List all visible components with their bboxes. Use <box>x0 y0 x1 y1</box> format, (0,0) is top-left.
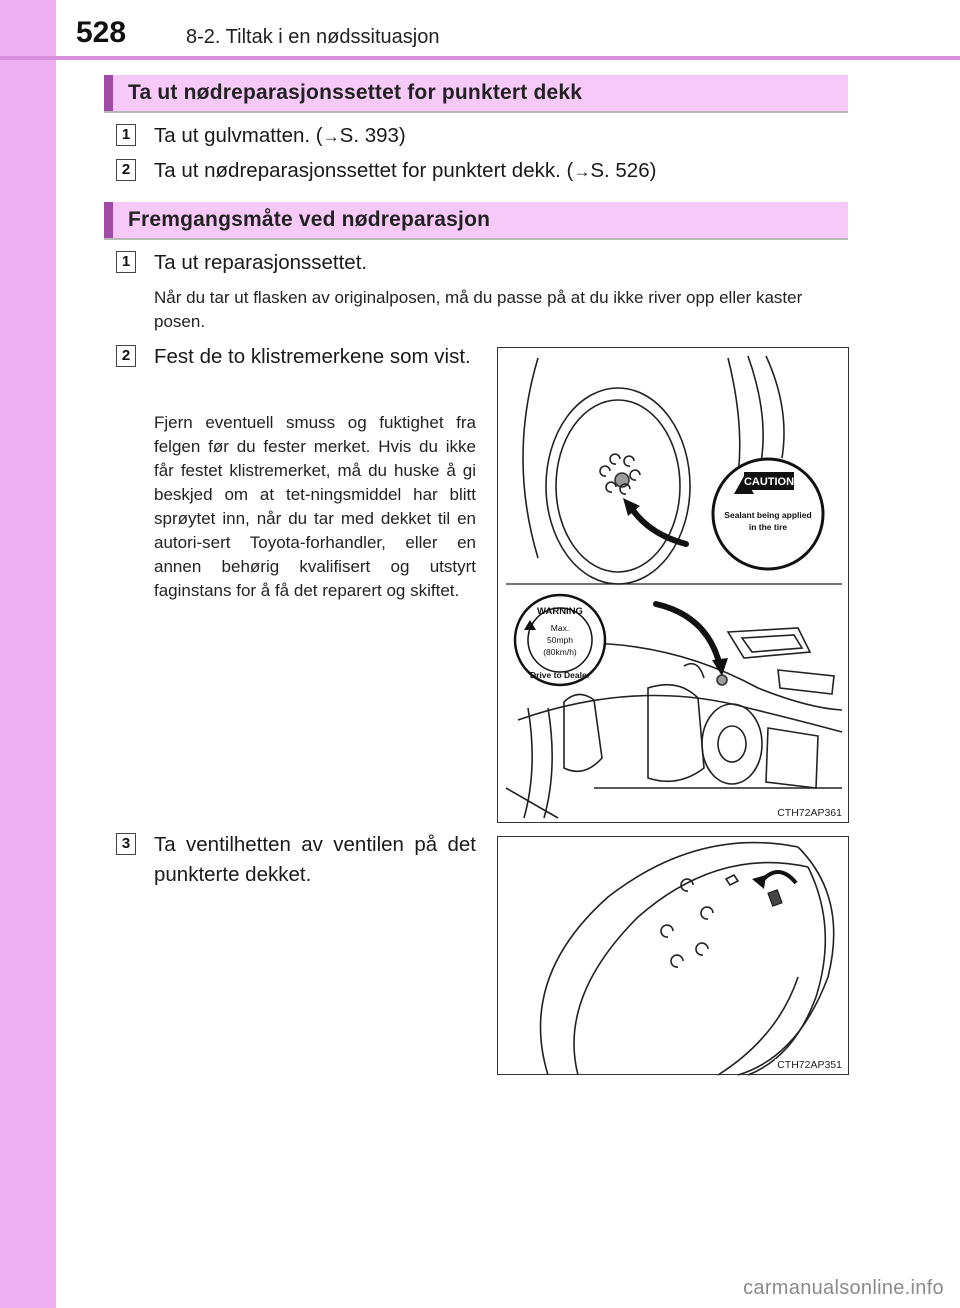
watermark-text: carmanualsonline.info <box>743 1277 944 1299</box>
ref-arrow-icon: → <box>322 127 340 146</box>
warning-line-3: (80km/h) <box>543 647 577 657</box>
page-reference-link[interactable]: S. 393 <box>339 124 399 147</box>
section-heading-repair-procedure <box>104 202 848 240</box>
caution-line-2: in the tire <box>748 522 788 532</box>
step-text-part: Ta ut nødreparasjonssettet for punktert dekk. ( <box>154 159 574 182</box>
header-rule <box>0 56 960 60</box>
chapter-title: 8-2. Tiltak i en nødssituasjon <box>186 26 440 48</box>
page-number: 528 <box>76 16 127 49</box>
step-text: Ta ventilhetten av ventilen på det punkterte dekket. <box>154 833 476 886</box>
figure-code: CTH72AP361 <box>777 807 842 819</box>
step-text: Fest de to klistremerkene som vist. <box>154 345 471 368</box>
step-text <box>154 124 406 148</box>
section-title: Ta ut nødreparasjonssettet for punktert dekk <box>128 81 583 104</box>
sticker-illustration-drawing <box>498 348 850 824</box>
step-number: 2 <box>116 345 136 367</box>
step-number: 1 <box>116 124 136 146</box>
section-heading-remove-kit <box>104 75 848 113</box>
warning-top-text: WARNING <box>537 606 583 617</box>
step-text <box>154 159 656 183</box>
step-text-part: ) <box>649 159 657 182</box>
caution-heading: CAUTION <box>743 476 795 488</box>
warning-line-2: 50mph <box>547 635 573 645</box>
step-text: Ta ut reparasjonssettet. <box>154 251 368 274</box>
step-text-part: ) <box>398 124 406 147</box>
valve-cap-illustration <box>497 836 849 1075</box>
ref-arrow-icon: → <box>573 162 591 181</box>
step-number: 2 <box>116 159 136 181</box>
heading-accent-bar <box>104 75 113 111</box>
warning-line-1: Max. <box>550 623 570 633</box>
warning-bottom-text: Drive to Dealer <box>530 670 590 680</box>
step-number: 1 <box>116 251 136 273</box>
page-reference-link[interactable]: S. 526 <box>590 159 650 182</box>
figure-code: CTH72AP351 <box>777 1059 842 1071</box>
chapter-side-band <box>0 0 56 1308</box>
step-note: Når du tar ut flasken av originalposen, må du passe på at du ikke river opp eller kaster posen. <box>154 288 803 331</box>
step-note: Fjern eventuell smuss og fuktighet fra felgen før du fester merket. Hvis du ikke får festet klistremerket, må du huske å gi beskjed om at tet-ningsmiddel har blitt sprøytet inn, når du tar med dekket til en autori-sert Toyota-forhandler, eller en annen behørig kvalifisert og utstyrt faginstans for å få det reparert og skiftet. <box>154 413 476 600</box>
section-title: Fremgangsmåte ved nødreparasjon <box>128 208 491 231</box>
sticker-placement-illustration <box>497 347 849 823</box>
caution-line-1: Sealant being applied <box>724 510 812 520</box>
valve-cap-drawing <box>498 837 850 1076</box>
step-number: 3 <box>116 833 136 855</box>
heading-accent-bar <box>104 202 113 238</box>
step-text-part: Ta ut gulvmatten. ( <box>154 124 323 147</box>
